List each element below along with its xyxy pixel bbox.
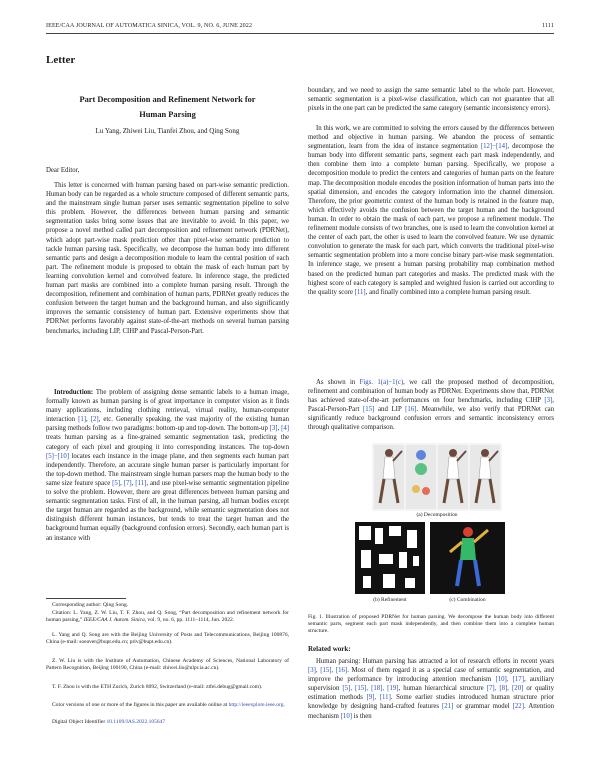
footnote-citation: Citation: L. Yang, Z. W. Liu, T. F. Zhou, and Q. Song, “Part decomposition and refinement network for human parsing,” IEEE/CAA J. Autom. Sinica, vol. 9, no. 6, pp. 1111–1114, Jun. 2022. — [46, 610, 289, 624]
salutation: Dear Editor, — [46, 167, 80, 174]
related-work-heading: Related work: — [308, 645, 351, 653]
ref-rw-6[interactable]: [21] — [442, 703, 454, 711]
paper-title: Part Decomposition and Refinement Network for Human Parsing — [79, 95, 256, 119]
right-paragraph-continuation: boundary, and we need to assign the same semantic label to the whole part. However, semantic segmentation is a pixel-wise classification, which can not guarantee that all pixels in the one part can be predicted the same category (semantic inconsistency errors). — [308, 87, 554, 113]
ieee-xplore-link[interactable]: http://ieeexplore.ieee.org — [228, 702, 284, 708]
contribution-paragraph: As shown in Figs. 1(a)−1(c), we call the proposed method of decomposition, refinement and combination of human body as PDRNet. Experiments show that, PDRNet has achieved state-of-the-art performances on four benchmarks, including CIHP [3], Pascal-Person-Part [15] and LIP [16]. Meanwhile, we also verify that PDRNet can significantly reduce background confusion errors and semantic inconsistency errors through qualitative comparison. — [308, 379, 555, 432]
ref-rw-5[interactable]: [9], [11] — [366, 694, 391, 702]
introduction-paragraph: Introduction: The problem of assigning dense semantic labels to a human image, formally known as human parsing is of great importance in computer vision as it finds many applications, including clothing retrieval, virtual reality, human-computer interaction [1], [2], etc. Generally speaking, the vast majority of the existing human parsing methods follow two paradigms: bottom-up and top-down. The bottom-up [3], [4] treats human parsing as a fine-grained semantic segmentation task, predicting the category of each pixel and grouping it into corresponding instances. The top-down [5]−[10] locates each instance in the image plane, and then segments each human part independently. Therefore, an accurate single human parser is particularly important for the top-down method. The mainstream single human parsers map the human body to the same size feature space [5], [7], [11], and use pixel-wise semantic segmentation pipeline to solve the problem. However, there are great differences between human parsing and semantic segmentation tasks. First of all, in the human parsing, all human bodies except the target human are regarded as the background, while semantic segmentation does not distinguish different human instances, but tends to treat the target human and the background human equally (background confusion errors). Secondly, each human part is an instance with — [46, 389, 290, 542]
subfigure-a-caption: (a) Decomposition — [416, 512, 458, 518]
subfigure-c-caption: (c) Combination — [449, 597, 486, 603]
abstract-paragraph: This letter is concerned with human parsing based on part-wise semantic prediction. Human body can be regarded as a whole structure composed of different semantic parts, and the mainstream single human parser uses semantic segmentation pipeline to solve this problem. However, the differences between human parsing and semantic segmentation tasks bring some issues that are inevitable to avoid. In this paper, we propose a novel method called part decomposition and refinement network (PDRNet), which adopt part-wise mask prediction other than pixel-wise semantic prediction to tackle human parsing task. Specifically, we decompose the human body into different semantic parts and design a decomposition module to learn the central position of each part. The refinement module is proposed to obtain the mask of each human part by learning convolution kernel and convolved feature. In inference stage, the predicted human part masks are combined into a complete human parsing result. Through the decomposition, refinement and combination of human parts, PDRNet greatly reduces the confusion between the target human and the background human, and also significantly improves the semantic consistency of human part. Extensive experiments show that PDRNet performs favorably against state-of-the-art methods on several human parsing benchmarks, including LIP, CIHP and Pascal-Person-Part. — [46, 182, 289, 335]
ref-3-cihp[interactable]: [3] — [544, 397, 553, 405]
ref-12-14[interactable]: [12]−[14] — [480, 143, 508, 151]
figure-1-caption: Fig. 1. Illustration of proposed PDRNet for human parsing. We decompose the human body into different semantic parts, segment each part mask independently, and then combine them into a complete human structure. — [308, 614, 554, 635]
ref-11[interactable]: [11] — [135, 479, 147, 487]
page-number: 1111 — [542, 23, 554, 29]
intro-label: Introduction: — [54, 389, 94, 396]
footnote-affiliation-1: L. Yang and Q. Song are with the Beijing University of Posts and Telecommunications, Beijing 100876, China (e-mail: soeaver@bupt.edu.cn; priv@bupt.edu.cn). — [46, 632, 289, 646]
letter-label: Letter — [46, 54, 76, 66]
ref-5-10[interactable]: [5]−[10] — [46, 452, 70, 460]
ref-7[interactable]: [7] — [123, 479, 132, 487]
ref-2[interactable]: [2] — [90, 416, 99, 424]
ref-rw-7[interactable]: [22] — [512, 703, 524, 711]
ref-4[interactable]: [4] — [281, 425, 289, 433]
footnote-doi: Digital Object Identifier 10.1109/JAS.2022.105647 — [52, 719, 166, 725]
doi-link[interactable]: 10.1109/JAS.2022.105647 — [106, 719, 166, 725]
header-rule — [46, 33, 554, 34]
method-overview-paragraph: In this work, we are committed to solving the errors caused by the differences between method and objective in human parsing. We abandon the process of semantic segmentation, learn from the idea of instance segmentation [12]−[14], decompose the human body into different semantic parts, segment each part mask independently, and then combine them into a complete human parsing. Specifically, we propose a decomposition module to predict the centers and categories of human parts on the feature map. The decomposition module encodes the position information of human parts into the spatial dimension, and encodes the category information into the channel dimension. Therefore, the prior geometric context of the human body is retained in the feature map, which effectively avoids the confusion between the target human and the background human. In order to obtain the mask of each part, we propose a refinement module. The refinement module consists of two branches, one is used to learn the convolution kernel at the center of each part, the other is used to learn the convolved feature. We use dynamic convolution to generate the mask for each part, which converts the traditional pixel-wise semantic segmentation problem into a more concise binary part-wise mask segmentation. In inference stage, we present a human parsing probability map combination method based on the predicted human part categories and masks. The predicted mask with the highest score of each category is sampled and weighted fusion is carried out according to the quality score [11], and finally combined into a complete human parsing result. — [308, 125, 554, 296]
figure-decomposition-image — [372, 443, 502, 511]
ref-rw-4[interactable]: [7], [8], [20] — [486, 685, 524, 693]
ref-3[interactable]: [3] — [269, 425, 278, 433]
ref-5[interactable]: [5] — [112, 479, 121, 487]
ref-rw-8[interactable]: [10] — [340, 712, 352, 720]
subfigure-b-caption: (b) Refinement — [373, 597, 407, 603]
figure-refinement-image — [355, 522, 425, 594]
ref-rw-2[interactable]: [10], [17] — [495, 676, 524, 684]
footnote-color-versions: Color versions of one or more of the figures in this paper are available online at http://ieeexplore.ieee.org. — [52, 702, 285, 708]
ref-15[interactable]: [15] — [363, 406, 375, 414]
footnote-corresponding-author: Corresponding author: Qing Song. — [52, 602, 129, 608]
ref-rw-3[interactable]: [5], [15], [18], [19] — [342, 685, 399, 693]
ref-16[interactable]: [16] — [405, 406, 417, 414]
ref-rw-1[interactable]: [3], [15], [16] — [308, 667, 348, 675]
footnote-affiliation-2: Z. W. Liu is with the Institute of Automation, Chinese Academy of Sciences, National Laboratory of Pattern Recognition, Beijing 100190, China (e-mail: zhiwei.liu@nlpr.ia.ac.cn). — [46, 658, 289, 672]
footnote-rule — [46, 598, 126, 599]
running-header: IEEE/CAA JOURNAL OF AUTOMATICA SINICA, VOL. 9, NO. 6, JUNE 2022 — [46, 23, 253, 29]
ref-fig-1[interactable]: Figs. 1(a)−1(c) — [359, 379, 404, 386]
author-list: Lu Yang, Zhiwei Liu, Tianfei Zhou, and Qing Song — [95, 127, 240, 135]
ref-11-quality[interactable]: [11] — [354, 288, 366, 296]
related-work-paragraph: Human parsing: Human parsing has attracted a lot of research efforts in recent years [3], [15], [16]. Most of them regard it as a special case of semantic segmentation, and improve the performance by introducing attention mechanism [10], [17], auxiliary supervision [5], [15], [18], [19], human hierarchical structure [7], [8], [20] or quality estimation methods [9], [11]. Some earlier studies introduced human structure prior knowledge by designing hand-crafted features [21] or grammar model [22]. Attention mechanism [10] is then — [308, 658, 555, 720]
ref-1[interactable]: [1] — [78, 416, 87, 424]
footnote-affiliation-3: T. F. Zhou is with the ETH Zurich, Zurich 8092, Switzerland (e-mail: ztfei.debug@gmail.com). — [52, 684, 263, 690]
figure-combination-image — [430, 522, 505, 594]
